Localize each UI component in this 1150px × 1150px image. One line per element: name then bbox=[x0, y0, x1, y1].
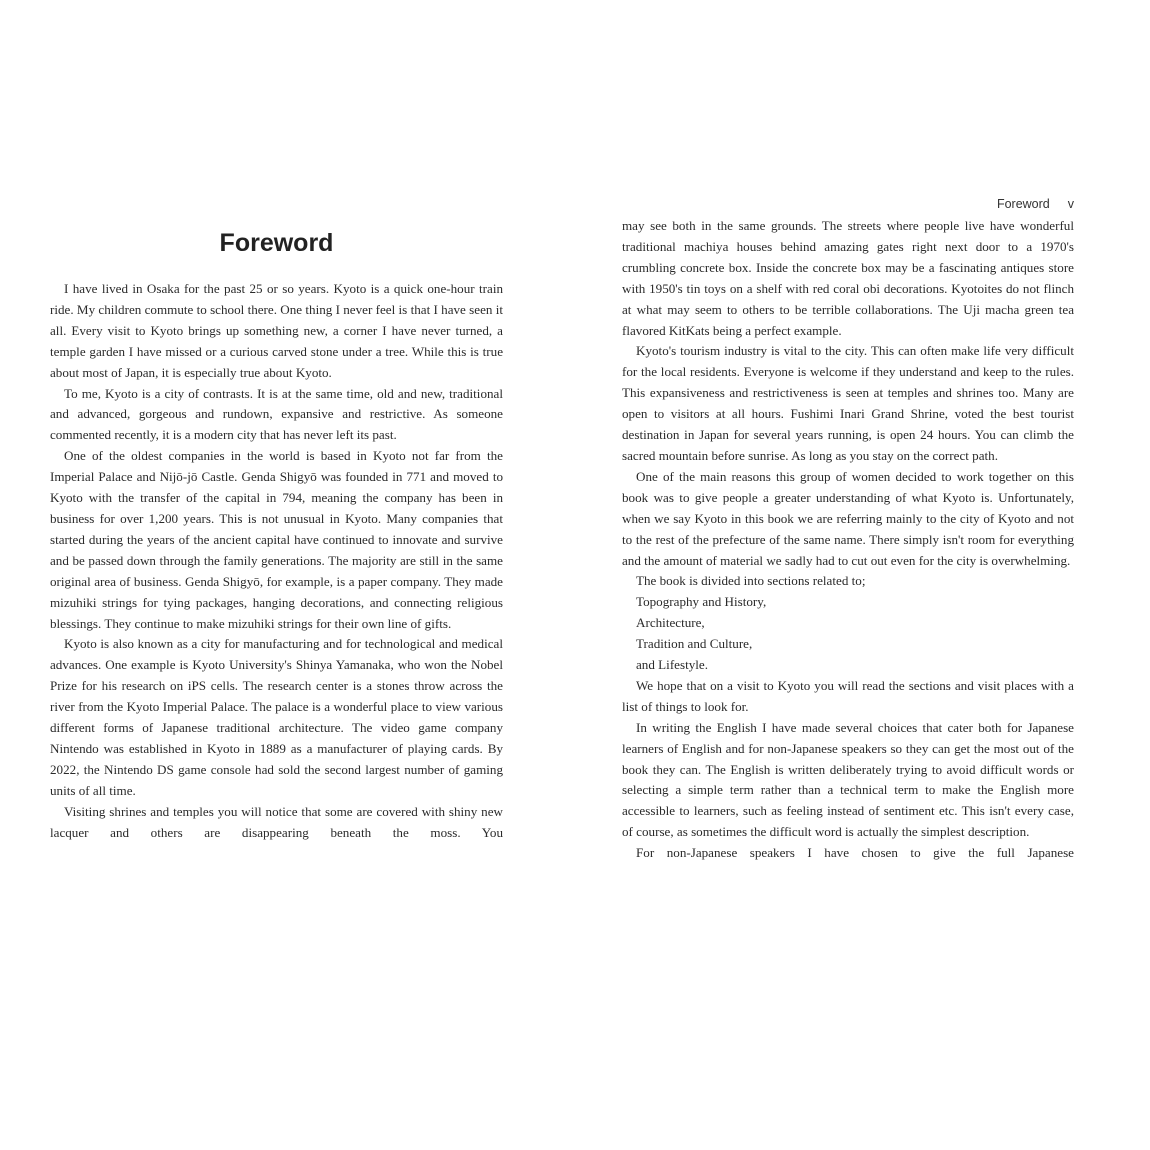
paragraph: In writing the English I have made several choices that cater both for Japanese learners of English and for non-Japanese speakers so they can get the most out of the book they can. The English is written deliberately trying to avoid difficult words or selecting a simple term rather than a technical term to make the English more accessible to learners, such as feeling instead of sentiment etc. This isn't every case, of course, as sometimes the difficult word is actually the simplest description. bbox=[622, 719, 1074, 840]
paragraph: I have lived in Osaka for the past 25 or so years. Kyoto is a quick one-hour train ride. My children commute to school there. One thing I never feel is that I have seen it all. Every visit to Kyoto brings up something new, a corner I have never turned, a temple garden I have missed or a curious carved stone under a tree. While this is true about most of Japan, it is especially true about Kyoto. bbox=[50, 281, 503, 380]
page-title: Foreword bbox=[219, 229, 334, 257]
list-intro: The book is divided into sections related to; bbox=[636, 573, 866, 589]
paragraph: Kyoto's tourism industry is vital to the city. This can often make life very difficult for the local residents. Everyone is welcome if they understand and keep to the rules. This expansiveness and restrictiveness is seen at temples and shrines too. Many are open to visitors at all hours. Fushimi Inari Grand Shrine, voted the best tourist destination in Japan for several years running, is open 24 hours. You can climb the sacred mountain before sunrise. As long as you stay on the correct path. bbox=[622, 343, 1074, 463]
running-head-section: Foreword bbox=[996, 197, 1050, 211]
list-item: Topography and History, bbox=[636, 594, 767, 610]
paragraph: We hope that on a visit to Kyoto you will read the sections and visit places with a list of things to look for. bbox=[622, 677, 1074, 714]
paragraph: One of the main reasons this group of women decided to work together on this book was to give people a greater understanding of what Kyoto is. Unfortunately, when we say Kyoto in this book we are referring mainly to the city of Kyoto and not to the rest of the prefecture of the same name. There simply isn't room for everything and the amount of material we sadly had to cut out even for the city is overwhelming. bbox=[622, 468, 1074, 568]
paragraph: To me, Kyoto is a city of contrasts. It is at the same time, old and new, traditional and advanced, gorgeous and rundown, expansive and restrictive. As someone commented recently, it is a modern city that has never left its past. bbox=[50, 385, 503, 443]
left-page-body bbox=[50, 279, 503, 843]
paragraph: Visiting shrines and temples you will notice that some are covered with shiny new lacquer and others are disappearing beneath the moss. You bbox=[50, 803, 503, 840]
paragraph: One of the oldest companies in the world is based in Kyoto not far from the Imperial Palace and Nijō-jō Castle. Genda Shigyō was founded in 771 and moved to Kyoto with the transfer of the capital in 794, meaning the company has been in business for over 1,200 years. This is not unusual in Kyoto. Many companies that started during the years of the ancient capital have continued to innovate and survive and be passed down through the family generations. The majority are still in the same original area of business. Genda Shigyō, for example, is a paper company. They made mizuhiki strings for tying packages, hanging decorations, and connecting religious blessings. They continue to make mizuhiki strings for their own line of gifts. bbox=[50, 448, 503, 631]
list-item: and Lifestyle. bbox=[636, 657, 708, 673]
list-item: Tradition and Culture, bbox=[636, 636, 753, 652]
right-page-body bbox=[622, 216, 1074, 864]
paragraph: For non-Japanese speakers I have chosen to give the full Japanese bbox=[636, 845, 1074, 861]
running-head bbox=[622, 197, 1074, 211]
paragraph-continuation: may see both in the same grounds. The streets where people live have wonderful traditional machiya houses behind amazing gates right next door to a 1970's crumbling concrete box. Inside the concrete box may be a fascinating antiques store with 1950's tin toys on a shelf with red coral obi decorations. Kyotoites do not flinch at what may seem to others to be terrible collaborations. The Uji macha green tea flavored KitKats being a perfect example. bbox=[622, 218, 1074, 338]
list-item: Architecture, bbox=[636, 615, 705, 631]
paragraph: Kyoto is also known as a city for manufacturing and for technological and medical advances. One example is Kyoto University's Shinya Yamanaka, who won the Nobel Prize for his research on iPS cells. The research center is a stones throw across the river from the Kyoto Imperial Palace. The palace is a wonderful place to view various different forms of Japanese traditional architecture. The video game company Nintendo was established in Kyoto in 1889 as a manufacturer of playing cards. By 2022, the Nintendo DS game console had sold the second largest number of gaming units of all time. bbox=[50, 636, 503, 798]
page-number: v bbox=[1067, 197, 1074, 211]
